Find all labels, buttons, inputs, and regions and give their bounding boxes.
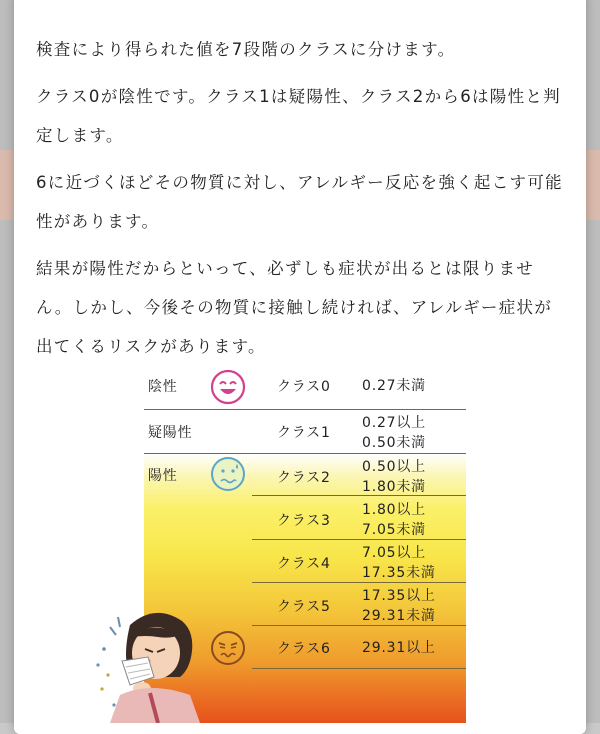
row-divider xyxy=(252,539,466,540)
row-value: 7.05以上 17.35未満 xyxy=(362,545,436,581)
smiling-face-icon xyxy=(210,369,246,405)
row-label: 陰性 xyxy=(148,379,178,395)
distressed-face-icon xyxy=(210,630,246,666)
sneezing-woman-illustration xyxy=(90,605,205,723)
row-divider xyxy=(252,495,466,496)
row-divider xyxy=(252,668,466,669)
row-class: クラス1 xyxy=(277,425,331,441)
row-class: クラス4 xyxy=(277,556,331,572)
row-value: 29.31以上 xyxy=(362,640,436,656)
row-class: クラス3 xyxy=(277,513,331,529)
row-class: クラス2 xyxy=(277,470,331,486)
row-divider xyxy=(144,409,466,410)
row-value: 1.80以上 7.05未満 xyxy=(362,502,426,538)
row-value: 17.35以上 29.31未満 xyxy=(362,588,436,624)
row-value: 0.50以上 1.80未満 xyxy=(362,459,426,495)
row-label: 疑陽性 xyxy=(148,425,193,441)
row-value: 0.27以上 0.50未満 xyxy=(362,415,426,451)
row-label: 陽性 xyxy=(148,468,178,484)
paragraph-2: クラス0が陰性です。クラス1は疑陽性、クラス2から6は陽性と判定します。 xyxy=(36,87,561,145)
row-class: クラス5 xyxy=(277,599,331,615)
paragraph-4: 結果が陽性だからといって、必ずしも症状が出るとは限りません。しかし、今後その物質に接触し続ければ、アレルギー症状が出てくるリスクがあります。 xyxy=(36,259,553,356)
row-divider xyxy=(144,453,466,454)
worried-face-icon xyxy=(210,456,246,492)
row-class: クラス0 xyxy=(277,379,331,395)
paragraph-3: 6に近づくほどその物質に対し、アレルギー反応を強く起こす可能性があります。 xyxy=(36,173,563,231)
row-class: クラス6 xyxy=(277,641,331,657)
row-value: 0.27未満 xyxy=(362,378,426,394)
modal-content xyxy=(36,30,566,374)
paragraph-1: 検査により得られた値を7段階のクラスに分けます。 xyxy=(36,40,456,59)
